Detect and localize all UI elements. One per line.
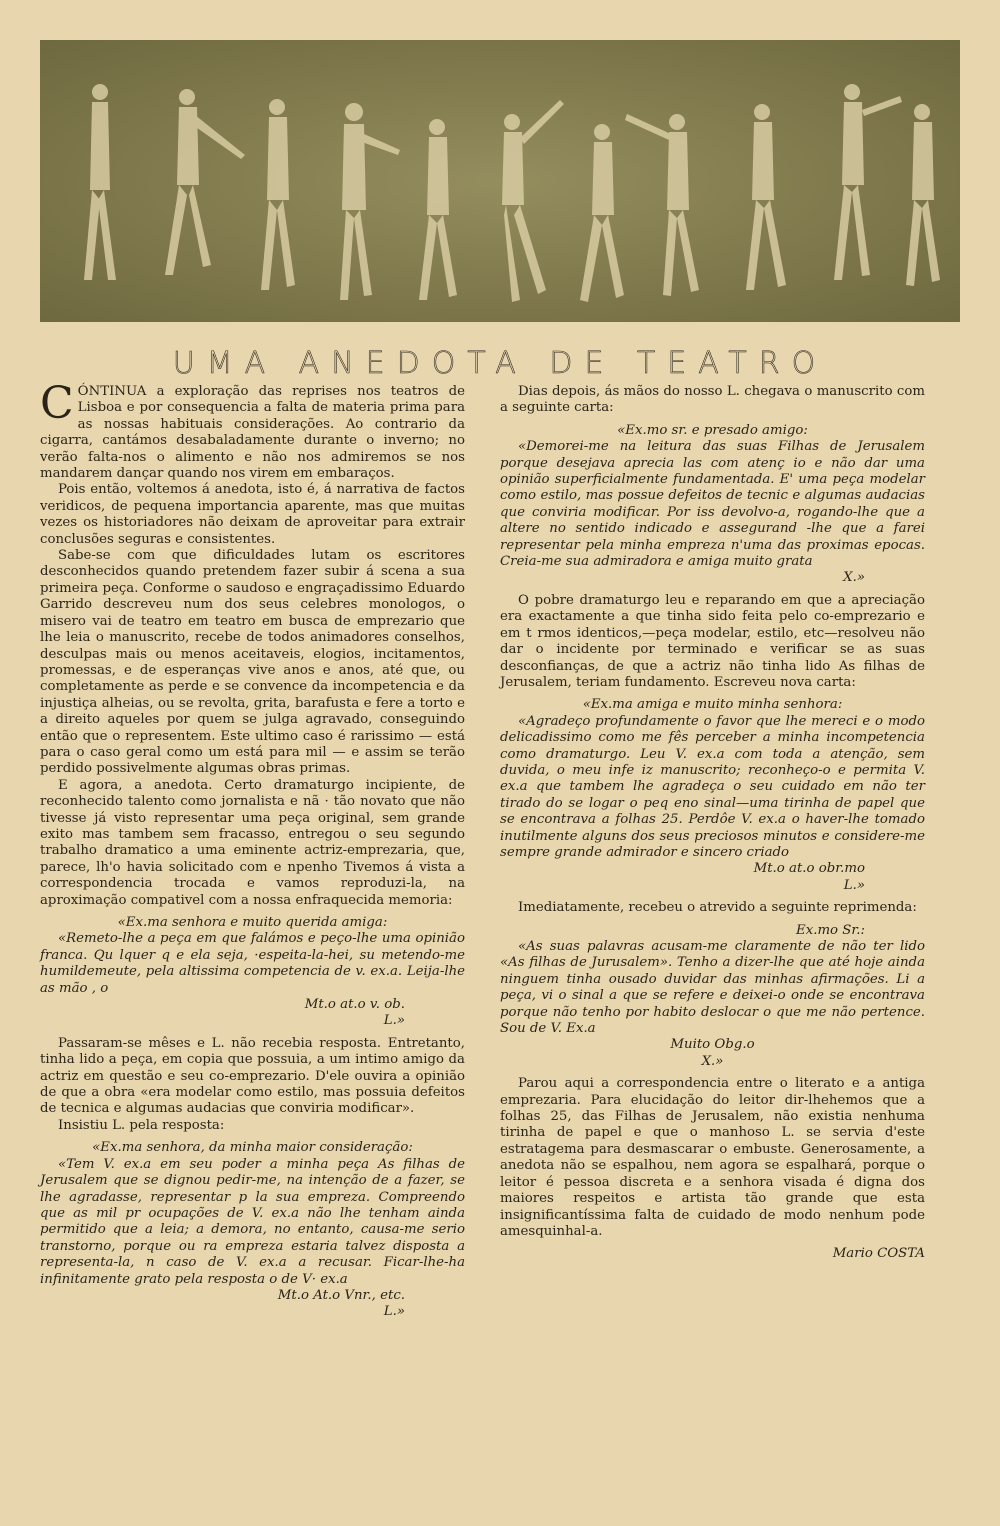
paragraph: Insistiu L. pela resposta: [58,1117,225,1133]
letter-salutation: «Ex.mo sr. e presado amigo: [617,422,808,438]
paragraph: Parou aqui a correspondencia entre o literato e a antiga emprezaria. Para elucidação do leitor dir-lhehemos que a folhas 25, das Filhas de Jerusalem, não existia nenhuma tirinha de papel e que o manhoso L. se servia d'este estratagema para desmascarar o embuste. Generosamente, a anedota não se espalhou, nem agora se espalhará, porque o leitor é pessoa discreta e a senhora visada é digna dos maiores respeitos e artista tão grande que esta insignificantíssima falta de cuidado de modo nenhum pode amesquinhal-a. [500,1076,925,1239]
dancers-photograph [40,40,960,322]
letter-salutation: «Ex.ma senhora, da minha maior consideração: [92,1140,413,1156]
letter-signature: L.» [383,1304,405,1320]
left-column [40,378,465,1321]
paragraph: O pobre dramaturgo leu e reparando em que a apreciação era exactamente a que tinha sido feita pelo co-emprezario e em t rmos identicos,—peça modelar, estilo, etc—resolveu não dar o incidente por terminado e verificar se as suas desconfianças, de que a actriz não tinha lido As filhas de Jerusalem, teriam fundamento. Escreveu nova carta: [500,592,925,690]
letter-salutation: Ex.mo Sr.: [796,922,865,938]
right-column [500,384,925,1263]
paragraph: Pois então, voltemos á anedota, isto é, á narrativa de factos veridicos, de pequena importancia aparente, mas que muitas vezes os historiadores não deixam de aproveitar para extrair conclusões seguras e consistentes. [40,482,465,547]
paragraph-text: a exploração das reprises nos teatros de Lisboa e por consequencia a falta de materia prima para as nossas habituais considerações. Ao contrario da cigarra, cantámos desabaladamente durante o inverno; no verão falta-nos o alimento e não nos admiremos se nos mandarem dançar quando nos virem em embaraços. [40,384,465,482]
letter-signature: X.» [701,1053,724,1069]
letter-body: «Demorei-me na leitura das suas Filhas de Jerusalem porque desejava aprecia las com atenç io e não dar uma opinião superficialmente fundamentada. E' uma peça modelar como estilo, mas possue defeitos de tecnic e algumas audacias que conviria modificar. Por iss devolvo-a, rogando-lhe que a altere no sentido indicado e assegurand -lhe que a farei representar pela minha empreza n'uma das proximas epocas. Creia-me sua admiradora e amiga muito grata [500,439,925,570]
paragraph: E agora, a anedota. Certo dramaturgo incipiente, de reconhecido talento como jornalista e nã · tão novato que não tivesse já visto representar uma peça original, sem grande exito mas tambem sem fracasso, entregou o seu segundo trabalho dramatico a uma eminente actriz-emprezaria, que, parece, lh'o havia solicitado com e npenho Tivemos á vista a correspondencia trocada e vamos reproduzi-la, na aproximação compativel com a nossa enfraquecida memoria: [40,777,465,908]
dancers-illustration [40,40,960,322]
paragraph: Imediatamente, recebeu o atrevido a seguinte reprimenda: [518,900,917,916]
letter-signature: Mt.o At.o Vnr., etc. [277,1287,405,1303]
paragraph [40,378,465,482]
paragraph: Passaram-se mêses e L. não recebia resposta. Entretanto, tinha lido a peça, em copia que possuia, a um intimo amigo da actriz em questão e seu co-emprezario. D'ele ouvira a opinião de que a obra «era modelar como estilo, mas possuia defeitos de tecnica e algumas audacias que conviria modificar». [40,1035,465,1117]
lead-word: ÓNTINUA [77,384,147,399]
letter-salutation: «Ex.ma senhora e muito querida amiga: [117,915,388,930]
letter-body: «Remeto-lhe a peça em que falámos e peço-lhe uma opinião franca. Qu lquer q e ela seja, ·espeita-la-hei, su metendo-me humildemeute, pela altissima competencia de v. ex.a. Leija-lhe as mão , o [40,931,465,996]
article-headline: UMA ANEDOTA DE TEATRO [172,346,828,381]
letter-signature: L.» [843,877,865,893]
letter-body: «As suas palavras acusam-me claramente de não ter lido «As filhas de Jurusalem». Tenho a dizer-lhe que até hoje ainda ninguem tinha ousado duvidar das minhas afirmações. Li a peça, vi o sinal a que se refere e deixei-o onde se encontrava porque não tenho por habito deslocar o que me não pertence. Sou de V. Ex.a [500,939,925,1037]
letter-signature: Muito Obg.o [670,1037,755,1053]
paragraph: Dias depois, ás mãos do nosso L. chegava o manuscrito com a seguinte carta: [500,384,925,416]
author-signature: Mario COSTA [832,1246,925,1262]
drop-cap: C [40,378,74,429]
letter-signature: Mt.o at.o obr.mo [753,861,865,877]
letter-body: «Agradeço profundamente o favor que lhe mereci e o modo delicadissimo como me fês perceber a minha incompetencia como dramaturgo. Leu V. ex.a com toda a atenção, sem duvida, o meu infe iz manuscrito; reconheço-o e permita V. ex.a que tambem lhe agradeça o seu cuidado em não ter tirado do se logar o peq eno sinal—uma tirinha de papel que se encontrava a folhas 25. Perdôe V. ex.a o haver-lhe tomado inutilmente alguns dos seus preciosos minutos e considere-me sempre grande admirador e sincero criado [500,713,925,860]
letter-signature: Mt.o at.o v. ob. [304,997,405,1013]
letter-signature: L.» [383,1013,405,1029]
letter-body: «Tem V. ex.a em seu poder a minha peça As filhas de Jerusalem que se dignou pedir-me, na intenção de a fazer, se lhe agradasse, representar p la sua empreza. Compreendo que as mil pr ocupações de V. ex.a não lhe tenham ainda permitido que a leia; a demora, no entanto, causa-me serio transtorno, porque ou ra empreza estaria talvez disposta a representa-la, n caso de V. ex.a a recusar. Ficar-lhe-ha infinitamente grato pela resposta o de V· ex.a [40,1156,465,1287]
paragraph: Sabe-se com que dificuldades lutam os escritores desconhecidos quando pretendem fazer subir á scena a sua primeira peça. Conforme o saudoso e engraçadissimo Eduardo Garrido descreveu num dos seus celebres monologos, o misero vai de teatro em teatro em busca de emprezario que lhe leia o manuscrito, recebe de todos animadores conselhos, desculpas mais ou menos aceitaveis, elogios, incitamentos, promessas, e de esperanças vive anos e anos, até que, ou completamente as perde e se convence da incompetencia e da injustiça alheias, ou se revolta, grita, barafusta e fere a torto e a direito aqueles por quem se julga agravado, conseguindo então que o representem. Este ultimo caso é rarissimo — está para o caso geral como um está para mil — e assim se terão perdido possivelmente algumas obras primas. [40,548,465,777]
letter-signature: X.» [843,570,865,586]
letter-salutation: «Ex.ma amiga e muito minha senhora: [582,697,843,713]
